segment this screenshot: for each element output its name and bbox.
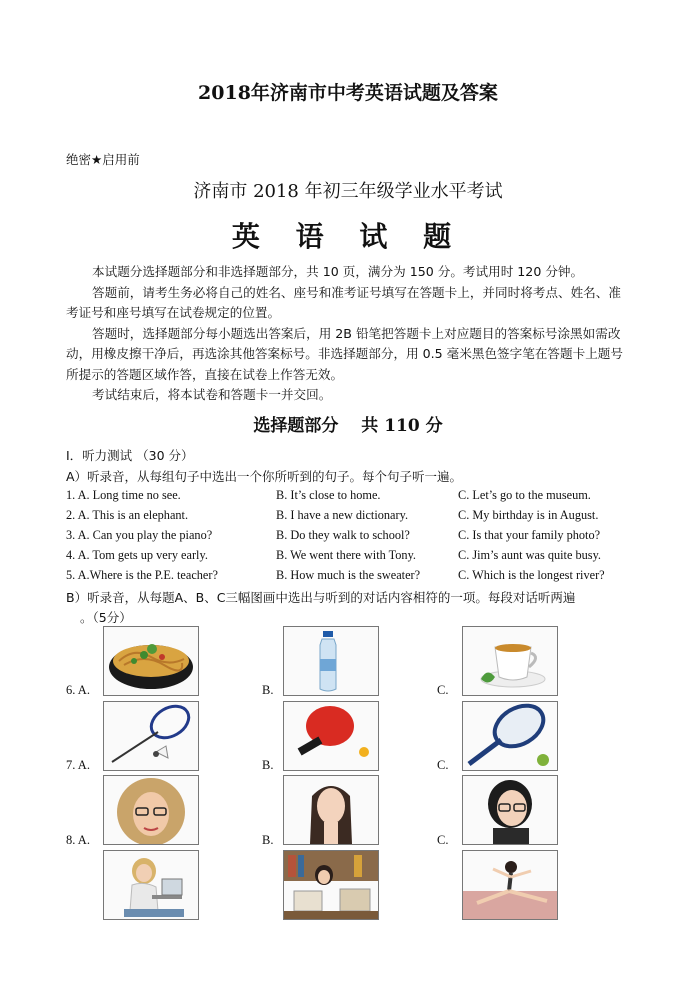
- woman-curly-hair-glasses-picture: [103, 775, 199, 845]
- question-4-option-c: C. Jim’s aunt was quite busy.: [458, 548, 602, 562]
- badminton-racket-picture: [103, 701, 199, 771]
- question-3-option-b: B. Do they walk to school?: [276, 528, 410, 542]
- woman-long-hair-picture: [283, 775, 379, 845]
- student-with-books-picture: [283, 850, 379, 920]
- ping-pong-paddle-picture: [283, 701, 379, 771]
- woman-with-laptop-picture: [103, 850, 199, 920]
- section-title: 选择题部分 共 110 分: [253, 416, 443, 436]
- instructions: [66, 262, 632, 406]
- exam-title: 济南市 2018 年初三年级学业水平考试: [193, 181, 503, 202]
- partB-heading-points: 。（5分）: [80, 610, 132, 625]
- question-5-option-b: B. How much is the sweater?: [276, 568, 421, 582]
- partB-heading: B）听录音，从每题A、B、C三幅图画中选出与听到的对话内容相符的一项。每段对话听两遍: [66, 590, 576, 605]
- question-8-label-c: C.: [437, 833, 449, 847]
- question-1-option-a: 1. A. Long time no see.: [66, 488, 181, 502]
- question-4-option-a: 4. A. Tom gets up very early.: [66, 548, 208, 562]
- question-7-label-c: C.: [437, 758, 449, 772]
- question-6-label-a: 6. A.: [66, 683, 90, 697]
- part1-heading: I．听力测试 （30 分）: [66, 448, 194, 463]
- subject-title: 英 语 试 题: [231, 220, 465, 253]
- question-3-option-a: 3. A. Can you play the piano?: [66, 528, 213, 542]
- question-6-label-c: C.: [437, 683, 449, 697]
- question-6-label-b: B.: [262, 683, 274, 697]
- question-7-label-b: B.: [262, 758, 274, 772]
- question-5-option-c: C. Which is the longest river?: [458, 568, 605, 582]
- question-1-option-c: C. Let’s go to the museum.: [458, 488, 591, 502]
- question-8-label-a: 8. A.: [66, 833, 90, 847]
- partA-heading: A）听录音，从每组句子中选出一个你所听到的句子。每个句子听一遍。: [66, 469, 463, 484]
- water-bottle-picture: [283, 626, 379, 696]
- tennis-racket-picture: [462, 701, 558, 771]
- question-2-option-c: C. My birthday is in August.: [458, 508, 599, 522]
- document-title: 2018年济南市中考英语试题及答案: [198, 82, 498, 104]
- secret-note: 绝密★启用前: [66, 152, 140, 167]
- instruction-paragraph: 答题时，选择题部分每小题选出答案后，用 2B 铅笔把答题卡上对应题目的答案标号涂黑如需改动，用橡皮擦干净后，再选涂其他答案标号。非选择题部分，用 0.5 毫米黑色签字笔在答题卡上题号所提示的答题区域作答，直接在试卷上作答无效。: [66, 325, 623, 382]
- question-4-option-b: B. We went there with Tony.: [276, 548, 416, 562]
- question-1-option-b: B. It’s close to home.: [276, 488, 381, 502]
- tea-cup-picture: [462, 626, 558, 696]
- question-2-option-a: 2. A. This is an elephant.: [66, 508, 189, 522]
- woman-stretching-picture: [462, 850, 558, 920]
- instruction-paragraph: 答题前，请考生务必将自己的姓名、座号和准考证号填写在答题卡上，并同时将考点、姓名、准考证号和座号填写在试卷规定的位置。: [66, 284, 621, 320]
- instruction-paragraph: 考试结束后，将本试卷和答题卡一并交回。: [92, 387, 332, 402]
- woman-short-hair-glasses-picture: [462, 775, 558, 845]
- question-5-option-a: 5. A.Where is the P.E. teacher?: [66, 568, 218, 582]
- question-2-option-b: B. I have a new dictionary.: [276, 508, 409, 522]
- question-3-option-c: C. Is that your family photo?: [458, 528, 601, 542]
- noodles-picture: [103, 626, 199, 696]
- instruction-paragraph: 本试题分选择题部分和非选择题部分，共 10 页，满分为 150 分。考试用时 120 分钟。: [92, 264, 584, 279]
- question-8-label-b: B.: [262, 833, 274, 847]
- question-7-label-a: 7. A.: [66, 758, 90, 772]
